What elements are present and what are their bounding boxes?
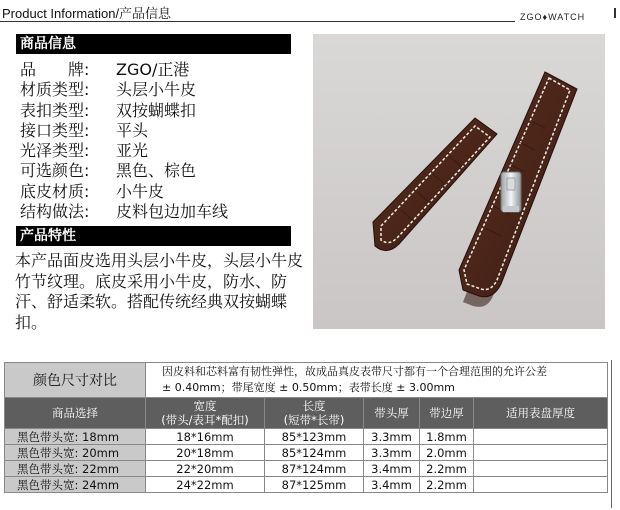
col-header: 带边厚 — [420, 398, 474, 429]
tolerance-note-line: 因皮料和芯料富有韧性弹性，故成品真皮表带尺寸都有一个合理范围的允许公差 — [162, 365, 547, 378]
spec-value: 小牛皮 — [116, 181, 165, 201]
brand-divider — [614, 8, 616, 18]
brand-mark: ZGO♦WATCH — [520, 12, 586, 22]
spec-value: 亚光 — [116, 141, 149, 161]
table-row — [5, 477, 608, 493]
cell-dial-thickness — [474, 445, 608, 461]
cell-width: 22*20mm — [146, 461, 265, 477]
page-header — [0, 0, 620, 28]
cell-length: 87*124mm — [265, 461, 364, 477]
cell-head-thickness: 3.3mm — [364, 445, 420, 461]
spec-value: 皮料包边加车线 — [116, 202, 229, 222]
feature-section-title: 产品特性 — [16, 226, 291, 246]
spec-key: 材质类型: — [20, 80, 90, 100]
row-name: 黑色带头宽: 20mm — [5, 445, 146, 461]
cell-length: 85*124mm — [265, 445, 364, 461]
cell-length: 87*125mm — [265, 477, 364, 493]
spec-value: 头层小牛皮 — [116, 80, 197, 100]
spec-value: 双按蝴蝶扣 — [116, 100, 197, 120]
spec-row — [20, 182, 310, 202]
cell-width: 20*18mm — [146, 445, 265, 461]
col-header: 带头厚 — [364, 398, 420, 429]
size-table-title: 颜色尺寸对比 — [5, 363, 146, 398]
spec-key: 结构做法: — [20, 202, 90, 222]
cell-dial-thickness — [474, 477, 608, 493]
header-divider — [0, 21, 515, 22]
product-image — [313, 34, 605, 329]
col-header: 商品选择 — [5, 398, 146, 429]
cell-head-thickness: 3.4mm — [364, 477, 420, 493]
spec-row — [20, 121, 310, 141]
spec-key: 可选颜色: — [20, 161, 90, 181]
spec-row — [20, 141, 310, 161]
spec-value: ZGO/正港 — [116, 60, 190, 79]
col-header: 长度 (短带*长带) — [265, 398, 364, 429]
cell-dial-thickness — [474, 429, 608, 445]
cell-head-thickness: 3.3mm — [364, 429, 420, 445]
row-name: 黑色带头宽: 22mm — [5, 461, 146, 477]
cell-edge-thickness: 2.0mm — [420, 445, 474, 461]
page-title: Product Information/产品信息 — [2, 6, 172, 21]
cell-edge-thickness: 2.2mm — [420, 461, 474, 477]
cell-length: 85*123mm — [265, 429, 364, 445]
spec-list — [20, 60, 310, 222]
tolerance-note-line: ± 0.40mm；带尾宽度 ± 0.50mm；表带长度 ± 3.00mm — [162, 381, 455, 394]
feature-description: 本产品面皮选用头层小牛皮，头层小牛皮竹节纹理。底皮采用小牛皮，防水、防汗、舒适柔软。搭配传统经典双按蝴蝶扣。 — [15, 251, 304, 332]
spec-row — [20, 101, 310, 121]
cell-edge-thickness: 1.8mm — [420, 429, 474, 445]
spec-key: 表扣类型: — [20, 100, 90, 120]
info-section-title: 商品信息 — [16, 34, 291, 54]
spec-row — [20, 60, 310, 80]
col-header: 适用表盘厚度 — [474, 398, 608, 429]
cell-width: 24*22mm — [146, 477, 265, 493]
table-row — [5, 461, 608, 477]
col-header: 宽度 (带头/表耳*配扣) — [146, 398, 265, 429]
row-name: 黑色带头宽: 24mm — [5, 477, 146, 493]
spec-row — [20, 161, 310, 181]
spec-key: 底皮材质: — [20, 181, 90, 201]
row-name: 黑色带头宽: 18mm — [5, 429, 146, 445]
size-table — [4, 362, 608, 493]
spec-value: 黑色、棕色 — [116, 161, 197, 181]
spec-row — [20, 202, 310, 222]
spec-value: 平头 — [116, 120, 149, 140]
cell-edge-thickness: 2.2mm — [420, 477, 474, 493]
right-border-line — [611, 360, 612, 508]
cell-head-thickness: 3.4mm — [364, 461, 420, 477]
tolerance-note — [146, 363, 608, 398]
spec-row — [20, 80, 310, 100]
table-row — [5, 429, 608, 445]
spec-key: 光泽类型: — [20, 141, 90, 161]
cell-dial-thickness — [474, 461, 608, 477]
spec-key: 接口类型: — [20, 120, 90, 140]
watch-strap-illustration — [313, 34, 605, 329]
cell-width: 18*16mm — [146, 429, 265, 445]
spec-key: 品 牌: — [20, 60, 90, 79]
table-row — [5, 445, 608, 461]
